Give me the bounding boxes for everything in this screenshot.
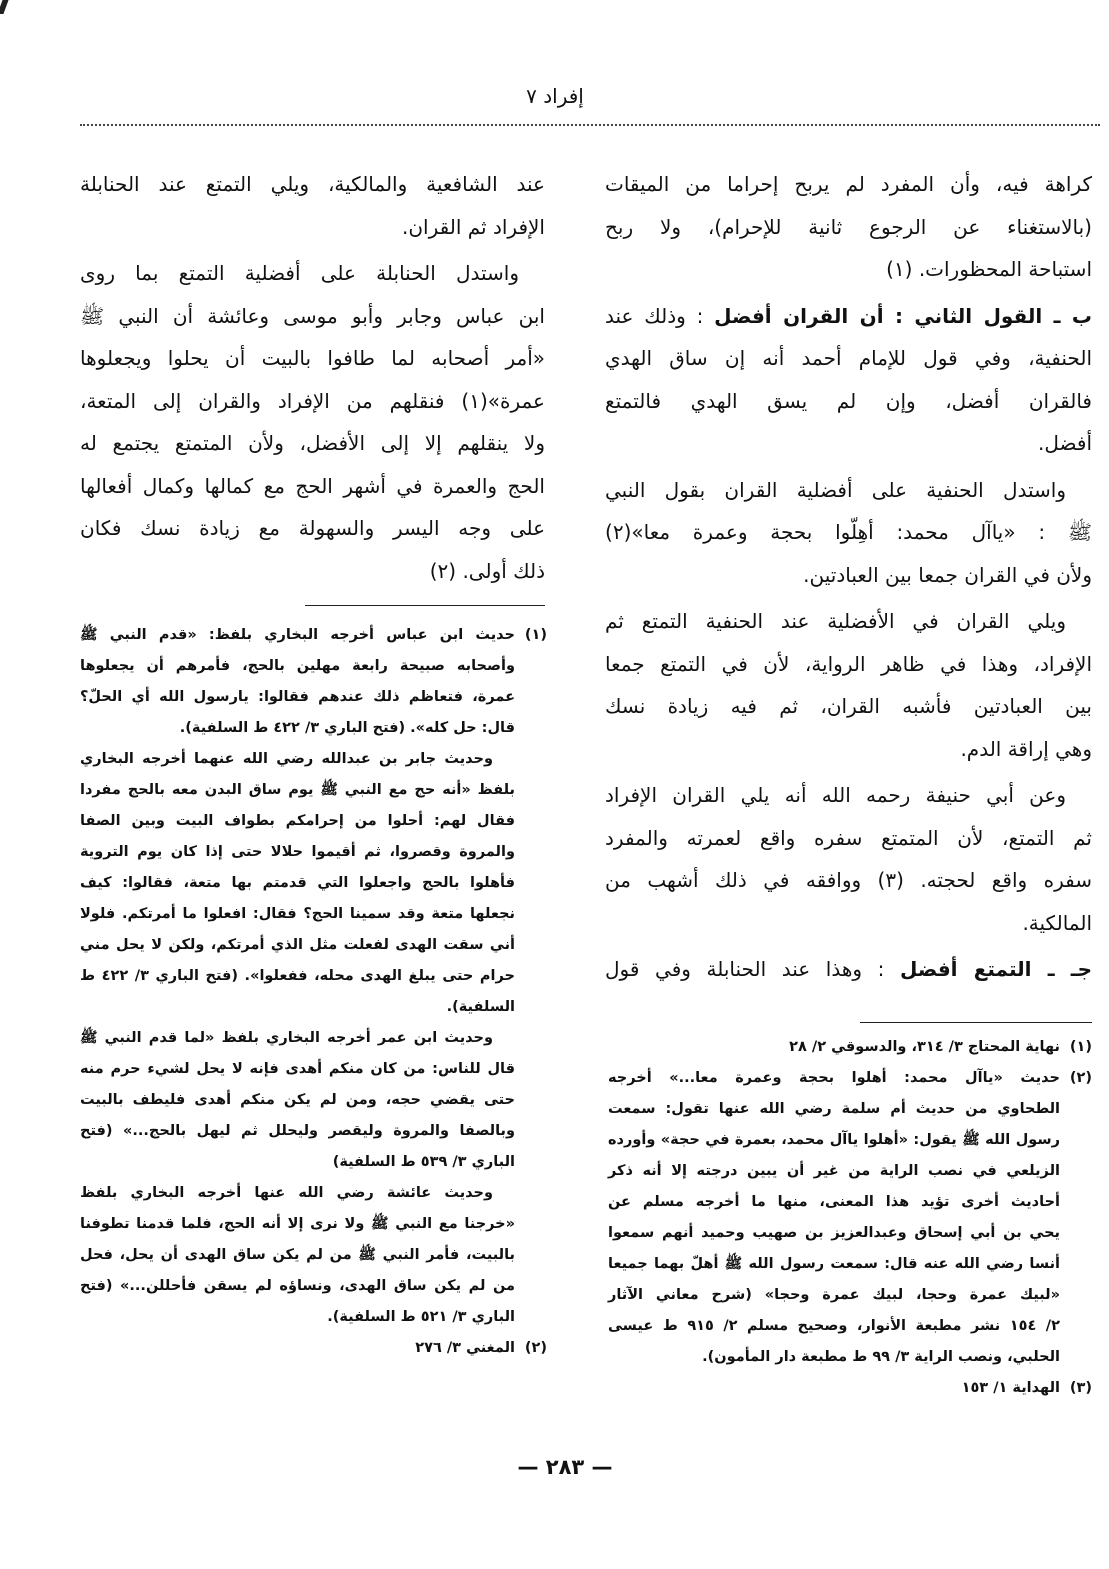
text-line: عند الشافعية والمالكية، ويلي التمتع عند الحنابلة bbox=[80, 172, 545, 196]
left-footnote-separator bbox=[305, 605, 545, 606]
text-line: وحديث عائشة رضي الله عنها أخرجه البخاري بلفظ bbox=[80, 1185, 493, 1201]
paragraph bbox=[80, 1023, 515, 1178]
text-line: ﷺ : «ياآل محمد: أهِلّوا بحجة وعمرة معا»(٢) bbox=[605, 520, 1092, 544]
footnote bbox=[608, 1373, 1092, 1404]
text-line: ثم التمتع، لأن المتمتع سفره واقع لعمرته والمفرد bbox=[605, 825, 1092, 850]
text-line: وهي إراقة الدم. bbox=[960, 736, 1092, 761]
running-header: إفراد ٧ bbox=[526, 84, 584, 108]
paragraph bbox=[80, 620, 515, 744]
right-footnotes bbox=[608, 1032, 1092, 1404]
footnote-body bbox=[608, 1032, 1060, 1063]
paragraph bbox=[605, 163, 1092, 291]
right-column-text bbox=[605, 163, 1092, 995]
text-line bbox=[605, 295, 1092, 338]
text-line: الإفراد ثم القران. bbox=[401, 214, 545, 239]
text-line: قال للناس: من كان منكم أهدى فإنه لا يحل لشيء حرم منه bbox=[80, 1061, 515, 1077]
text-line: السلفية). bbox=[446, 999, 515, 1015]
footnote bbox=[80, 1333, 547, 1364]
heading-text: : وذلك عند bbox=[605, 303, 715, 328]
text-line: أفضل. bbox=[1038, 431, 1092, 455]
footnote bbox=[608, 1063, 1092, 1373]
text-line: وعن أبي حنيفة رحمه الله أنه يلي القران الإفراد bbox=[605, 783, 1066, 807]
paragraph bbox=[605, 600, 1092, 770]
paragraph bbox=[80, 1333, 515, 1364]
text-line: أحاديث أخرى تؤيد هذا المعنى، منها ما أخرجه مسلم عن bbox=[608, 1194, 1060, 1210]
text-line: فالقران أفضل، وإن لم يسق الهدي فالتمتع bbox=[605, 388, 1092, 413]
right-footnote-separator bbox=[860, 1022, 1092, 1023]
paragraph bbox=[80, 252, 545, 592]
text-line: الحنفية، وفي قول للإمام أحمد أنه إن ساق الهدي bbox=[605, 346, 1092, 370]
text-line: حرام حتى يبلغ الهدى محله، ففعلوا». (فتح الباري ٣/ ٤٢٢ ط bbox=[80, 968, 515, 984]
text-line: فأهلوا بالحج واجعلوا التي قدمتم بها متعة، فقالوا: كيف bbox=[80, 875, 515, 891]
text-line: حتى يقضي حجه، ومن لم يكن منكم أهدى فليطف بالبيت bbox=[80, 1092, 515, 1108]
text-line: وحديث ابن عمر أخرجه البخاري بلفظ «لما قدم النبي ﷺ bbox=[80, 1030, 493, 1046]
text-line: يحي بن أبي إسحاق وعبدالعزيز بن صهيب وحميد أنهم سمعوا bbox=[608, 1225, 1060, 1241]
text-line: أني سقت الهدى لفعلت مثل الذي أمرتكم، ولكن لا يحل مني bbox=[80, 937, 515, 953]
footnote bbox=[608, 1032, 1092, 1063]
paragraph bbox=[608, 1032, 1060, 1063]
footnote-body bbox=[80, 620, 515, 1333]
text-line: واستدل الحنفية على أفضلية القران بقول النبي bbox=[605, 477, 1066, 502]
footnote-body bbox=[608, 1373, 1060, 1404]
text-line: وأصحابه صبيحة رابعة مهلين بالحج، فأمرهم أن يجعلوها bbox=[80, 658, 515, 674]
text-line: المغني ٣/ ٢٧٦ bbox=[415, 1340, 515, 1356]
text-line: سفره واقع لحجته. (٣) ووافقه في ذلك أشهب من bbox=[605, 868, 1092, 892]
text-line: ولا ينقلهم إلا إلى الأفضل، ولأن المتمتع يجتمع له bbox=[80, 431, 545, 455]
heading-label: ب ـ القول الثاني : أن القران أفضل bbox=[714, 303, 1092, 328]
text-line: بالبيت، فأمر النبي ﷺ من لم يكن ساق الهدى أن يحل، فحل bbox=[80, 1247, 515, 1263]
text-line: قال: حل كله». (فتح الباري ٣/ ٤٢٢ ط السلفية). bbox=[179, 720, 515, 736]
text-line: الحج والعمرة في أشهر الحج مع كمالها وكمال أفعالها bbox=[80, 473, 545, 498]
footnote-body bbox=[80, 1333, 515, 1364]
heading-text: : وهذا عند الحنابلة وفي قول bbox=[605, 957, 901, 981]
text-line: ويلي القران في الأفضلية عند الحنفية التمتع ثم bbox=[605, 609, 1066, 633]
text-line: الباري ٣/ ٥٣٩ ط السلفية) bbox=[332, 1154, 515, 1170]
text-line bbox=[605, 948, 1092, 991]
paragraph bbox=[608, 1063, 1060, 1373]
text-line: حديث «ياآل محمد: أهلوا بحجة وعمرة معا...» أخرجه bbox=[608, 1070, 1060, 1086]
text-line: المالكية. bbox=[1022, 910, 1092, 935]
paragraph bbox=[80, 744, 515, 1023]
heading-label: جـ ـ التمتع أفضل bbox=[900, 957, 1093, 981]
text-line: الباري ٣/ ٥٢١ ط السلفية). bbox=[327, 1309, 515, 1325]
left-footnotes bbox=[80, 620, 547, 1364]
footnote bbox=[80, 620, 547, 1333]
text-line: استباحة المحظورات. (١) bbox=[886, 257, 1092, 281]
paragraph bbox=[80, 1178, 515, 1333]
paragraph bbox=[605, 295, 1092, 465]
header-dotted-rule bbox=[80, 124, 1100, 126]
text-line: ذلك أولى. (٢) bbox=[429, 558, 545, 583]
text-line: كراهة فيه، وأن المفرد لم يربح إحراما من الميقات bbox=[605, 172, 1092, 196]
text-line: نهاية المحتاج ٣/ ٣١٤، والدسوقي ٢/ ٢٨ bbox=[789, 1039, 1060, 1055]
text-line: واستدل الحنابلة على أفضلية التمتع بما روى bbox=[80, 261, 519, 285]
left-column-text bbox=[80, 163, 545, 596]
text-line: ٢/ ١٥٤ نشر مطبعة الأنوار، وصحيح مسلم ٢/ ٩١٥ ط عيسى bbox=[608, 1318, 1060, 1334]
text-line: الإفراد، وهذا في ظاهر الرواية، لأن في التمتع جمعا bbox=[605, 651, 1092, 676]
text-line: على وجه اليسر والسهولة مع زيادة نسك فكان bbox=[80, 516, 545, 540]
scan-corner-mark bbox=[0, 0, 9, 14]
text-line: الطحاوي من حديث أم سلمة رضي الله عنها تقول: سمعت bbox=[608, 1101, 1060, 1117]
paragraph bbox=[608, 1373, 1060, 1404]
paragraph bbox=[605, 948, 1092, 991]
text-line: وحديث جابر بن عبدالله رضي الله عنهما أخرجه البخاري bbox=[80, 751, 493, 767]
footnote-number: (٣) bbox=[1069, 1380, 1092, 1396]
text-line: نجعلها متعة وقد سمينا الحج؟ فقال: افعلوا ما أمرتكم. فلولا bbox=[80, 906, 515, 922]
text-line: والمروة وقصروا، ثم أقيموا حلالا حتى إذا كان يوم التروية bbox=[80, 844, 515, 860]
text-line: «أمر أصحابه لما طافوا بالبيت أن يحلوا ويجعلوها bbox=[80, 346, 545, 370]
text-line: بلفظ «أنه حج مع النبي ﷺ يوم ساق البدن معه بالحج مفردا bbox=[80, 782, 515, 798]
footnote-number: (١) bbox=[524, 627, 547, 643]
text-line: (بالاستغناء عن الرجوع ثانية للإحرام)، ولا ربح bbox=[605, 214, 1092, 239]
text-line: من لم يكن ساق الهدى، ونساؤه لم يسقن فأحللن...» (فتح bbox=[80, 1278, 515, 1294]
text-line: عمرة»(١) فنقلهم من الإفراد والقران إلى المتعة، bbox=[80, 388, 545, 413]
text-line: «لبيك عمرة وحجا، لبيك عمرة وحجا» (شرح معاني الآثار bbox=[608, 1287, 1060, 1303]
text-line: وبالصفا والمروة وليقصر وليحلل ثم ليهل بالحج...» (فتح bbox=[80, 1123, 515, 1139]
text-line: الهداية ١/ ١٥٣ bbox=[961, 1380, 1060, 1396]
text-line: فقال لهم: أحلوا من إحرامكم بطواف البيت وبين الصفا bbox=[80, 813, 515, 829]
text-line: الزيلعي في نصب الراية من غير أن يبين درجته إلا أنه ذكر bbox=[608, 1163, 1060, 1179]
page-number: — ٢٨٣ — bbox=[517, 1455, 613, 1479]
text-line: حديث ابن عباس أخرجه البخاري بلفظ: «قدم النبي ﷺ bbox=[80, 627, 515, 643]
text-line: ابن عباس وجابر وأبو موسى وعائشة أن النبي ﷺ bbox=[80, 303, 545, 328]
paragraph bbox=[605, 469, 1092, 597]
footnote-number: (٢) bbox=[524, 1340, 547, 1356]
paragraph bbox=[605, 774, 1092, 944]
text-line: عمرة، فتعاظم ذلك عندهم فقالوا: يارسول الله أي الحلّ؟ bbox=[80, 689, 515, 705]
text-line: «خرجنا مع النبي ﷺ ولا نرى إلا أنه الحج، فلما قدمنا تطوفنا bbox=[80, 1216, 515, 1232]
paragraph bbox=[80, 163, 545, 248]
text-line: ولأن في القران جمعا بين العبادتين. bbox=[803, 562, 1092, 587]
text-line: رسول الله ﷺ يقول: «أهلوا ياآل محمد، بعمرة في حجة» وأورده bbox=[608, 1132, 1060, 1148]
footnote-number: (٢) bbox=[1069, 1070, 1092, 1086]
text-line: بين العبادتين فأشبه القران، ثم فيه زيادة نسك bbox=[605, 694, 1092, 718]
footnote-number: (١) bbox=[1069, 1039, 1092, 1055]
text-line: الحلبي، ونصب الراية ٣/ ٩٩ ط مطبعة دار المأمون). bbox=[702, 1349, 1060, 1365]
text-line: أنسا رضي الله عنه قال: سمعت رسول الله ﷺ أهلّ بهما جميعا bbox=[608, 1256, 1060, 1272]
footnote-body bbox=[608, 1063, 1060, 1373]
